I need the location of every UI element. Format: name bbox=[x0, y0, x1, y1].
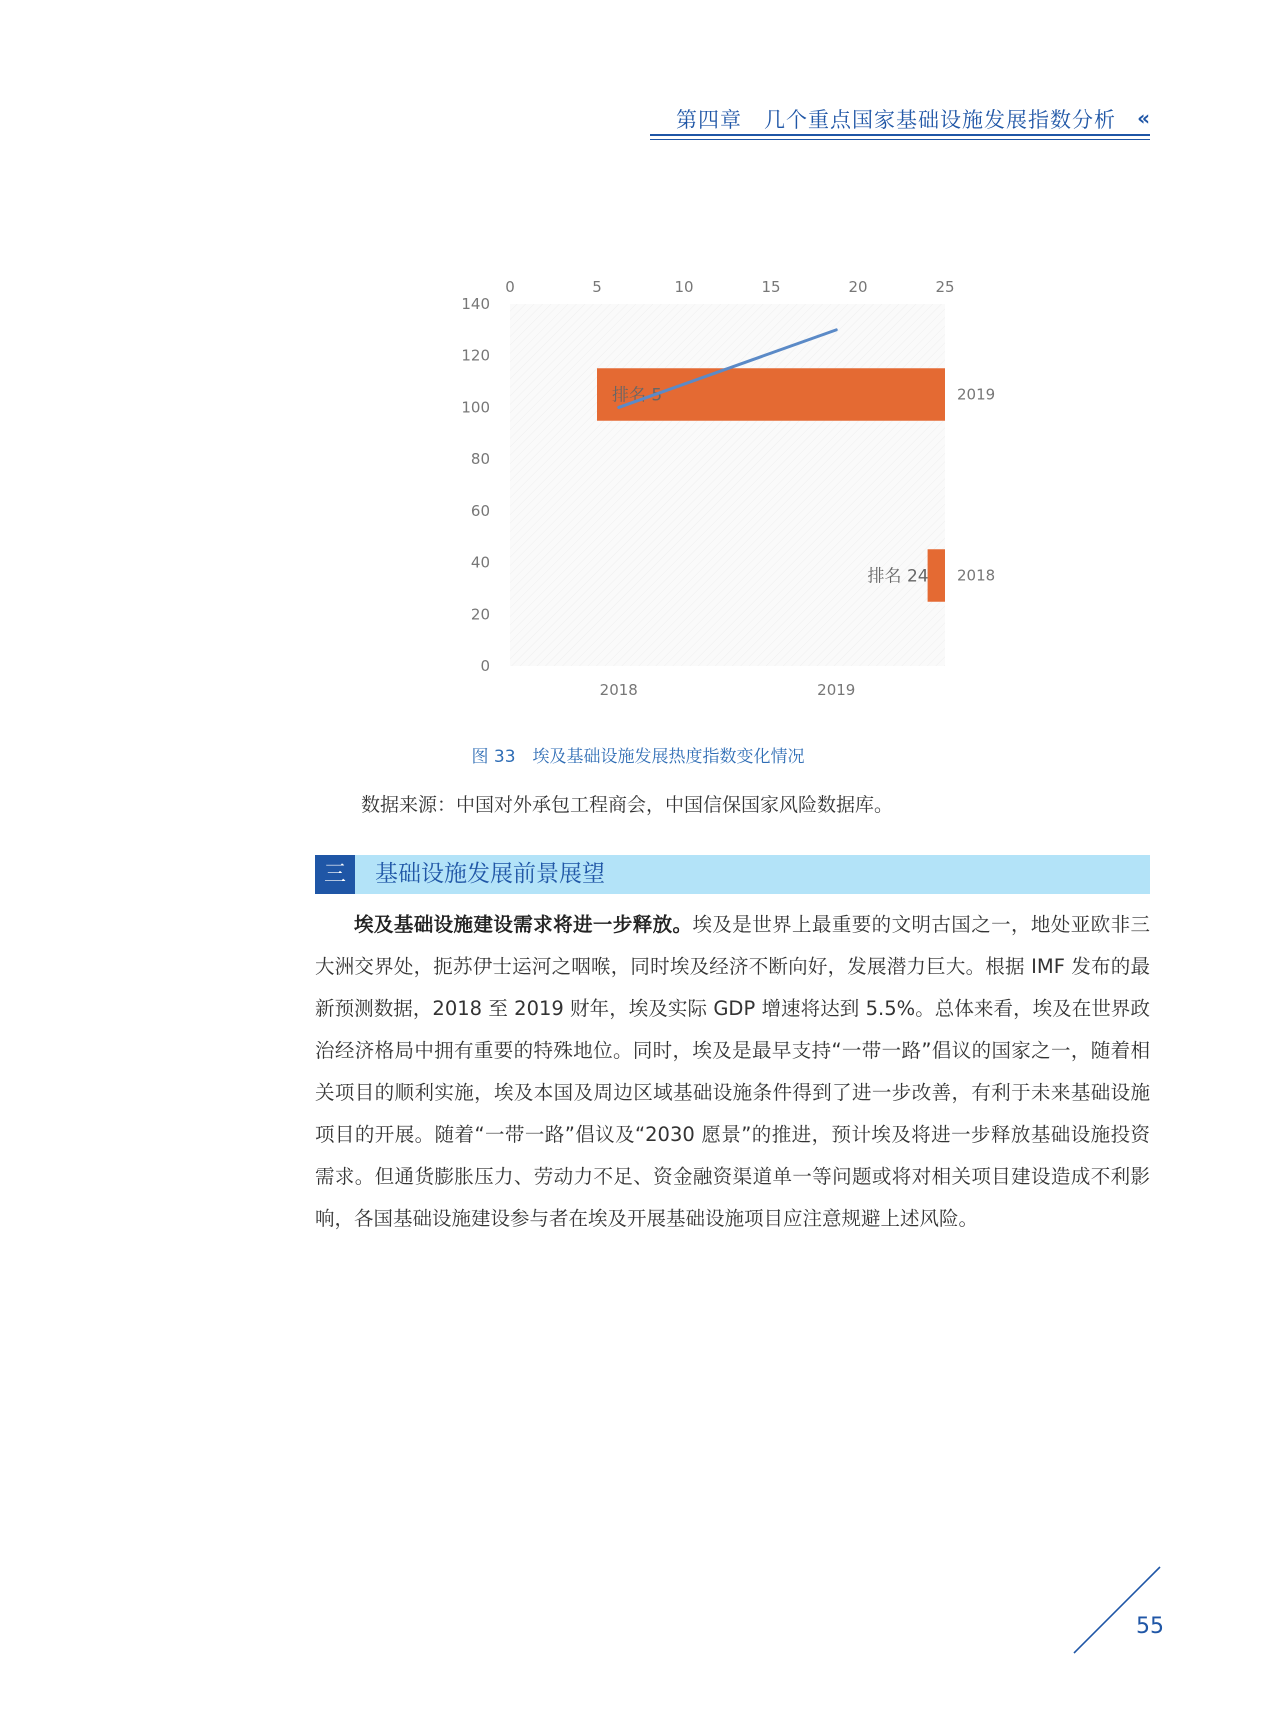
top-axis-tick-label: 5 bbox=[592, 278, 602, 296]
page-number: 55 bbox=[1136, 1614, 1164, 1639]
top-axis-tick-label: 10 bbox=[674, 278, 694, 296]
bar-category-label: 2018 bbox=[957, 566, 996, 585]
chapter-title: 第四章 几个重点国家基础设施发展指数分析 bbox=[676, 108, 1116, 132]
left-axis-tick-label: 60 bbox=[470, 501, 490, 520]
left-axis-tick-label: 0 bbox=[480, 657, 490, 675]
left-axis-tick-label: 100 bbox=[461, 398, 490, 417]
top-axis-tick-label: 20 bbox=[848, 278, 868, 296]
plot-area bbox=[510, 304, 945, 666]
section-number: 三 bbox=[315, 855, 355, 894]
header-rule bbox=[650, 134, 1150, 136]
bar-data-label: 排名 5 bbox=[612, 385, 663, 406]
bottom-axis-tick-label: 2018 bbox=[599, 681, 638, 699]
bar-data-label: 排名 24 bbox=[867, 566, 929, 587]
left-axis-tick-label: 80 bbox=[470, 450, 490, 469]
top-axis-tick-label: 0 bbox=[505, 278, 515, 296]
rank-bar bbox=[928, 549, 945, 601]
body-paragraph bbox=[315, 904, 1150, 1240]
left-axis-tick-label: 40 bbox=[470, 553, 490, 572]
left-axis-tick-label: 20 bbox=[470, 605, 490, 624]
figure-caption: 图 33 埃及基础设施发展热度指数变化情况 bbox=[471, 747, 805, 767]
bottom-axis-tick-label: 2019 bbox=[817, 681, 856, 699]
double-chevron-icon: « bbox=[1137, 106, 1150, 130]
section-heading bbox=[315, 855, 1150, 894]
page-slash-decoration bbox=[1072, 1565, 1162, 1655]
bar-category-label: 2019 bbox=[957, 385, 996, 404]
header-rule-thin bbox=[650, 139, 1150, 140]
section-title: 基础设施发展前景展望 bbox=[375, 861, 605, 887]
paragraph-lead: 埃及基础设施建设需求将进一步释放。 bbox=[354, 913, 693, 936]
data-source: 数据来源：中国对外承包工程商会，中国信保国家风险数据库。 bbox=[361, 794, 894, 816]
top-axis-tick-label: 25 bbox=[935, 278, 955, 296]
left-axis-tick-label: 140 bbox=[461, 295, 490, 313]
paragraph-text: 埃及是世界上最重要的文明古国之一，地处亚欧非三大洲交界处，扼苏伊士运河之咽喉，同时埃及经济不断向好，发展潜力巨大。根据 IMF 发布的最新预测数据，2018 至 2019 财年，埃及实际 GDP 增速将达到 5.5%。总体来看，埃及在世界政治经济格局中拥有重要的特殊地位。同时，埃及是最早支持“一带一路”倡议的国家之一，随着相关项目的顺利实施，埃及本国及周边区域基础设施条件得到了进一步改善，有利于未来基础设施项目的开展。随着“一带一路”倡议及“2030 愿景”的推进，预计埃及将进一步释放基础设施投资需求。但通货膨胀压力、劳动力不足、资金融资渠道单一等问题或将对相关项目建设造成不利影响，各国基础设施建设参与者在埃及开展基础设施项目应注意规避上述风险。 bbox=[315, 913, 1150, 1230]
running-header bbox=[650, 104, 1150, 144]
left-axis-tick-label: 120 bbox=[461, 346, 490, 365]
top-axis-tick-label: 15 bbox=[761, 278, 781, 296]
index-chart bbox=[440, 262, 1020, 712]
